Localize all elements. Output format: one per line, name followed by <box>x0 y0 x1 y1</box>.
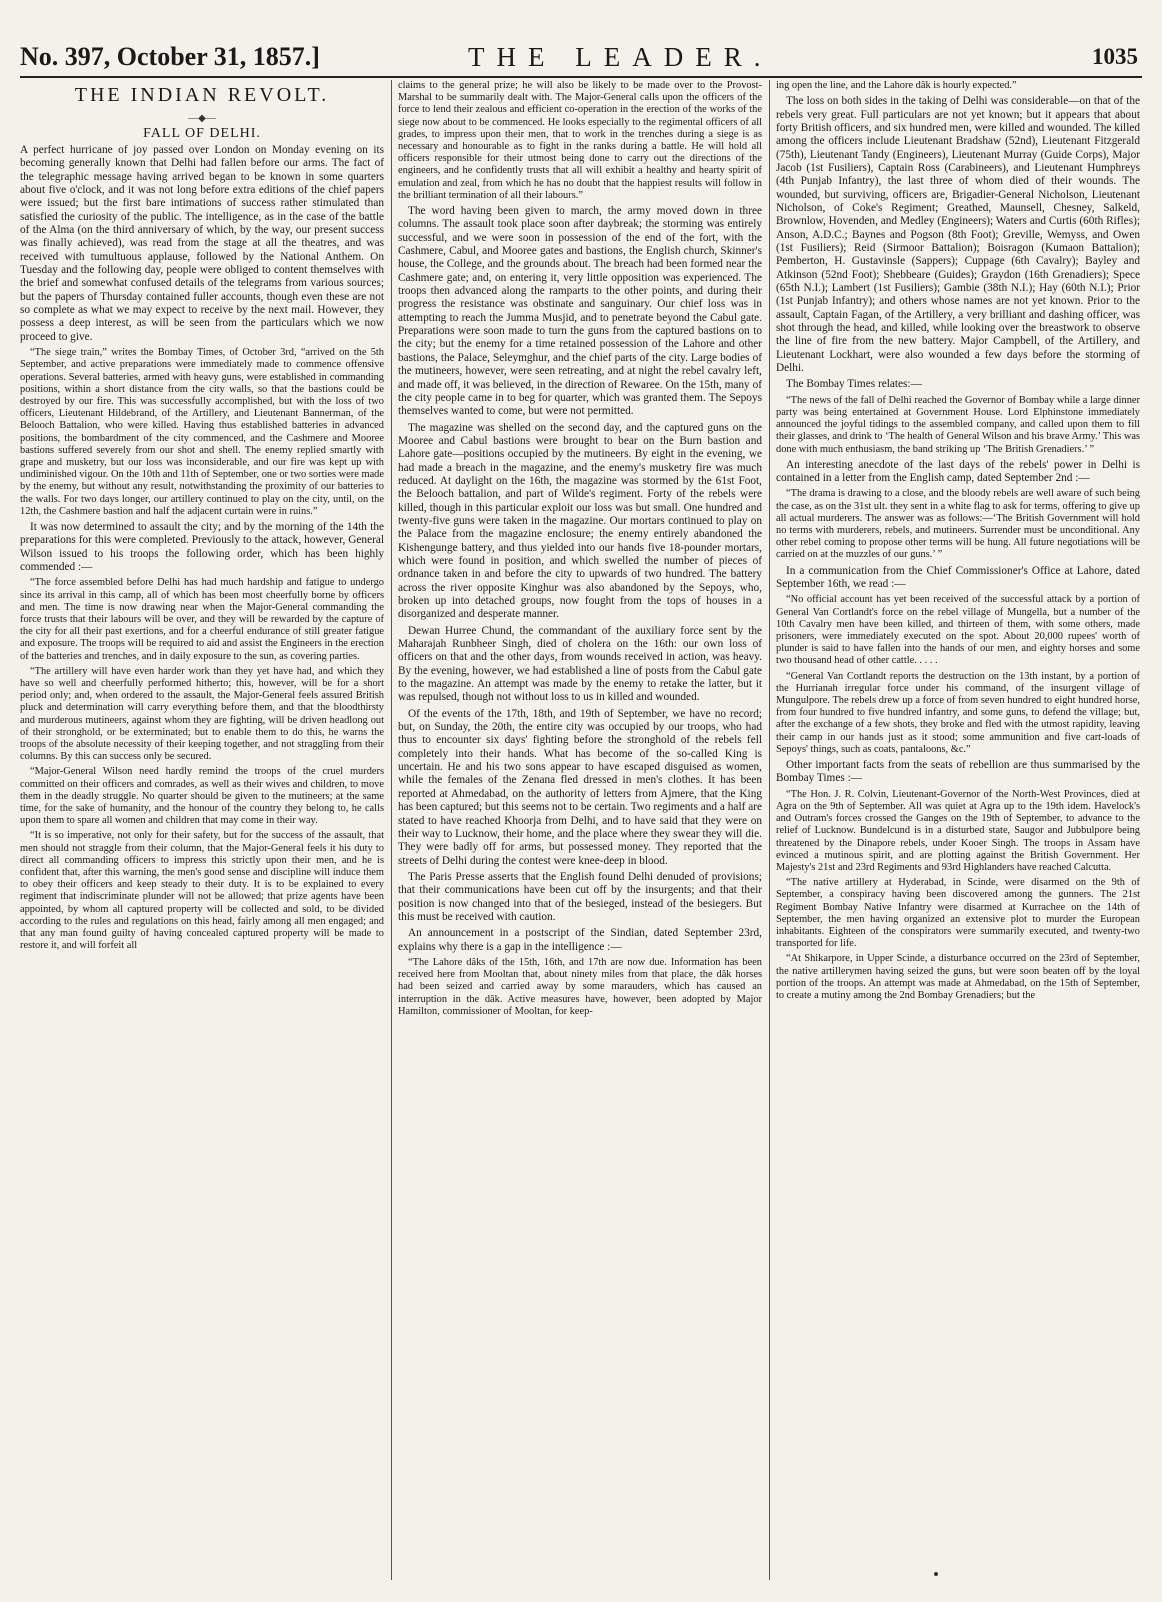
paragraph: The magazine was shelled on the second day, and the captured guns on the Mooree and Cabul bastions were brought to bear on the Burn bastion and Lahore gate—positions occupied by the mutineers. By eight in the evening, we had made a breach in the magazine, and the enemy's musketry fire was much reduced. At daylight on the 16th, the magazine was stormed by the 61st Foot, the Belooch battalion, and part of Wilde's regiment. Forty of the rebels were killed, though in this particular exploit our loss was but small. One hundred and twenty-five guns were taken in the magazine. Our mortars continued to play on the Palace from the magazine enclosure; the enemy entirely abandoned the Kishengunge battery, and thus yielded into our hands five 18-pounder mortars, which were found in position, and which swelled the number of pieces of ordnance taken in and before the city to upwards of two hundred. The battery across the river opposite Kinghur was also abandoned by the Sepoys, who, broken up into detached groups, now fought from the tops of houses in a disorganized and desperate manner. <box>398 421 762 621</box>
ornament-divider: —◆— <box>188 113 216 124</box>
paragraph: Of the events of the 17th, 18th, and 19th of September, we have no record; but, on Sunday, the 20th, the entire city was occupied by our troops, who had thus to encounter six days' fighting before the stronghold of the rebels fell completely into their hands. What has become of the so-called King is uncertain. He and his two sons appear to have escaped disguised as women, while the females of the Zenana fled dressed in men's clothes. It has been reported at Ahmedabad, on the authority of letters from Ajmere, that the King has been captured; but this seems not to be certain. Two regiments and a half are stated to have reached Khoorja from Delhi, and to have said that they were on their way to Lucknow, their home, and the place where they swear they will die. They were badly off for arms, but possessed money. They reported that the streets of Delhi during the contest were knee-deep in blood. <box>398 707 762 867</box>
paragraph: “The Lahore dâks of the 15th, 16th, and 17th are now due. Information has been received here from Mooltan that, about ninety miles from that place, the dâk horses had been seized and carried away by some marauders, which has caused an interruption in the dâk. Active measures have, however, been adopted by Major Hamilton, commissioner of Mooltan, for keep- <box>398 956 762 1017</box>
header-rule <box>20 76 1142 78</box>
paragraph: Dewan Hurree Chund, the commandant of the auxiliary force sent by the Maharajah Runbheer Singh, died of cholera on the 16th: our own loss of officers on that and the other days, from wounds received in action, was heavy. By the evening, however, we had established a line of posts from the Cabul gate to the magazine. An attempt was made by the enemy to retake the latter, but it was repulsed, though not without loss to us in killed and wounded. <box>398 624 762 704</box>
paragraph: A perfect hurricane of joy passed over London on Monday evening on its becoming generally known that Delhi had fallen before our arms. The fact of the telegraphic message having arrived began to be known in some quarters about five o'clock, and it was not long before extra editions of the chief papers were issued; but the first bare intimations of success rather stimulated than satisfied the curiosity of the public. The intelligence, as in the case of the battle of the Alma (on the third anniversary of which, by the way, our present success was finally achieved), was read from the stage at all the theatres, and was received with tumultuous applause, followed by the National Anthem. On Tuesday and the following day, people were obliged to content themselves with the brief and somewhat confused details of the telegrams from various sources; but the papers of Thursday contained fuller accounts, though even these are not so complete as what we may expect to receive by the next mail. However, they possess a deep interest, as will be seen from the particulars which we now proceed to give. <box>20 144 384 343</box>
page-number: 1035 <box>1092 44 1138 69</box>
paragraph: claims to the general prize; he will also be likely to be made over to the Provost-Marshal to be summarily dealt with. The Major-General calls upon the officers of the force to lend their zealous and efficient co-operation in the erection of the works of the siege now about to be commenced. He looks especially to the regimental officers of all grades, to impress upon their men, that to work in the trenches during a siege is as necessary and honourable as to fight in the ranks during a battle. He will hold all officers responsible for their utmost being done to carry out the directions of the engineers, and he confidently trusts that all will exhibit a healthy and hearty spirit of emulation and zeal, from which he has no doubt that the happiest results will follow in the brilliant termination of all their labours.” <box>398 80 762 201</box>
masthead <box>20 42 1142 76</box>
paragraph: “The native artillery at Hyderabad, in Scinde, were disarmed on the 9th of September, a conspiracy having been discovered among the gunners. The 21st Regiment Bombay Native Infantry were disarmed at Kurrachee on the 14th of September, the men having organized an extensive plot to murder the European inhabitants. Eighteen of the conspirators were summarily executed, and twenty-two transported for life. <box>776 877 1140 950</box>
paragraph: An announcement in a postscript of the Sindian, dated September 23rd, explains why there is a gap in the intelligence :— <box>398 927 762 953</box>
paragraph: ing open the line, and the Lahore dâk is hourly expected.” <box>776 80 1017 91</box>
paragraph: “Major-General Wilson need hardly remind the troops of the cruel murders committed on their officers and comrades, as well as their wives and children, to move them in the deadly struggle. No quarter should be given to the mutineers; at the same time, for the sake of humanity, and the honour of the country they belong to, he calls upon them to spare all women and children that may come in their way. <box>20 766 384 827</box>
paragraph: “The drama is drawing to a close, and the bloody rebels are well aware of such being the case, as on the 31st ult. they sent in a white flag to ask for terms, offering to give up all actual murderers. The answer was as follows:—‘The British Government will hold no terms with murderers, rebels, and mutineers. Surrender must be unconditional. Any other rebel coming to propose other terms will be hung. All future negotiations will be carried on at the muzzles of our guns.’ ” <box>776 488 1140 561</box>
paragraph: An interesting anecdote of the last days of the rebels' power in Delhi is contained in a letter from the English camp, dated September 2nd :— <box>776 458 1140 485</box>
paragraph: The Bombay Times relates:— <box>786 378 922 391</box>
ink-dot <box>934 1572 938 1576</box>
paragraph: “It is so imperative, not only for their safety, but for the success of the assault, that men should not straggle from their column, that the Major-General feels it his duty to direct all commanding officers to impress this strictly upon their men, and he is confident that, after this warning, the men's good sense and discipline will induce them to obey their officers and keep steady to their duty. It is to be explained to every regiment that indiscriminate plunder will not be allowed; that prize agents have been appointed, by whom all captured property will be collected and sold, to be divided according to the rules and regulations on this head, fairly among all men engaged; and that any man found guilty of having concealed captured property will be made to restore it, and will forfeit all <box>20 830 384 952</box>
paper-name: THE LEADER. <box>468 42 773 72</box>
paragraph: The Paris Presse asserts that the English found Delhi denuded of provisions; that their communications have been cut off by the insurgents; and that their position is now changed into that of the besieged, instead of the besiegers. But this must be received with caution. <box>398 870 762 923</box>
column-3 <box>776 80 1140 1580</box>
paragraph: In a communication from the Chief Commissioner's Office at Lahore, dated September 16th, we read :— <box>776 564 1140 591</box>
paragraph: “General Van Cortlandt reports the destruction on the 13th instant, by a portion of the Hurrianah irregular force under his command, of the insurgent village of Mungulpore. The rebels drew up a force of from seven hundred to eight hundred horse, from four hundred to five hundred infantry, and some guns, to defend the village; but, after the exchange of a few shots, they broke and fled with the utmost rapidity, leaving their camp in our hands just as it stood; some ammunition and five cart-loads of Sepoys' things, such as coats, pantaloons, &c.” <box>776 670 1140 755</box>
paragraph: “The Hon. J. R. Colvin, Lieutenant-Governor of the North-West Provinces, died at Agra on the 9th of September. All was quiet at Agra up to the 19th idem. Havelock's and Outram's forces crossed the Ganges on the 19th of September, to advance to the relief of Lucknow. Bundelcund is in a disturbed state, Saugor and Jubbulpore being threatened by the Dinapore rebels, under Kooer Singh. The troops in Assam have evinced a mutinous spirit, and are plotting against the British Government. Her Majesty's 21st and 23rd Regiments and 93rd Highlanders have reached Calcutta. <box>776 788 1140 873</box>
paragraph: “No official account has yet been received of the successful attack by a portion of General Van Cortlandt's force on the rebel village of Mungella, but a number of the 10th Cavalry men have been killed, and thirteen of them, with some others, made prisoners, were immediately executed on the spot. About 20,000 rupees' worth of plunder is said to have fallen into the hands of our men, and eighty horses and some two thousand head of other cattle. . . . . <box>776 594 1140 667</box>
issue-date: No. 397, October 31, 1857.] <box>20 42 320 71</box>
paragraph: “The news of the fall of Delhi reached the Governor of Bombay while a large dinner party was being entertained at Government House. Lord Elphinstone immediately announced the joyful tidings to the assembled company, and called upon them to fill their glasses, and drink to ‘The health of General Wilson and his brave Army.’ This was done with much enthusiasm, the band striking up ‘The British Grenadiers.’ ” <box>776 394 1140 455</box>
paragraph: “At Shikarpore, in Upper Scinde, a disturbance occurred on the 23rd of September, the native artillerymen having seized the guns, but were soon beaten off by the loyal portion of the troops. An attempt was made at Ahmedabad, on the 15th of September, to create a mutiny among the 2nd Bombay Grenadiers; but the <box>776 953 1140 1001</box>
column-divider <box>391 80 392 1580</box>
paragraph: The word having been given to march, the army moved down in three columns. The assault took place soon after daybreak; the storming was entirely successful, and we were soon in possession of the end of the fort, with the Cashmere, Cabul, and Mooree gates and bastions, the English church, Skinner's house, the College, and the grounds about. The breach had been formed near the Cashmere gate; and, on entering it, very little opposition was experienced. The troops then advanced along the ramparts to the other points, and during their progress the resistance was obstinate and sanguinary. Our chief loss was in attempting to reach the Jumma Musjid, and to penetrate beyond the Cabul gate. Preparations were soon made to turn the guns from the captured bastions on to the city; but the enemy for a time retained possession of the Lahore and other bastions, the Palace, Seleymghur, and the chief parts of the city. Large bodies of the mutineers, however, were seen retreating, and at night the rebel cavalry left, and made off, it was believed, in the direction of Rewaree. On the 15th, many of the city people came in to beg for quarter, which was granted them. The Sepoys themselves wanted to come, but were not permitted. <box>398 205 762 418</box>
column-2 <box>398 80 762 1580</box>
paragraph: “The force assembled before Delhi has had much hardship and fatigue to undergo since its arrival in this camp, all of which has been most cheerfully borne by officers and men. The time is now drawing near when the Major-General commanding the force trusts that their labours will be over, and they will be rewarded by the capture of the city for all their past exertions, and for a cheerful endurance of still greater fatigue and exposure. The troops will be required to aid and assist the Engineers in the erection of the batteries and trenches, and in daily exposure to the sun, as covering parties. <box>20 577 384 662</box>
paragraph: Other important facts from the seats of rebellion are thus summarised by the Bombay Times :— <box>776 759 1140 785</box>
article-subtitle: FALL OF DELHI. <box>143 126 261 141</box>
paragraph: The loss on both sides in the taking of Delhi was considerable—on that of the rebels very great. Full particulars are not yet known; but it appears that about forty British officers, and six hundred men, were killed and wounded. The killed among the officers include Lieutenant Bradshaw (52nd), Lieutenant Fitzgerald (75th), Lieutenant Tandy (Engineers), Lieutenant Murray (Guide Corps), Major Jacob (1st Fusiliers), Captain Ross (Carabineers), and Lieutenant Humphreys (4th Punjab Infantry), the last three of whom died of their wounds. The wounded, but surviving, officers are, Brigadier-General Nicholson, Lieutenant Nicholson, of Coke's Regiment; Greathed, Maunsell, Chesney, Salkeld, Brownlow, Hovenden, and Medley (Engineers); Waters and Curtis (60th Rifles); Anson, A.D.C.; Baynes and Pogson (8th Foot); Greville, Wemyss, and Owen (1st Fusiliers); Reid (Sirmoor Battalion); Boisragon (Kumaon Battalion); Pemberton, H. Gustavinsle (Sappers); Cuppage (6th Cavalry); Bayley and Atkinson (52nd Foot); Shebbeare (Guides); Graydon (16th Grenadiers); Spece (65th N.I.); Lambert (1st Fusiliers); Gambie (38th N.I.); Hay (60th N.I.); Prior (1st Punjab Infantry); and others whose names are not yet known. Prior to the assault, Captain Fagan, of the Artillery, a very brilliant and dashing officer, was shot through the head, and killed, while looking over the breastwork to observe the line of fire from the new battery. Major Campbell, of the Artillery, and Lieutenant Lockhart, were also wounded a few days before the storming of Delhi. <box>776 95 1140 375</box>
column-divider <box>769 80 770 1580</box>
article-title: THE INDIAN REVOLT. <box>74 84 330 106</box>
paragraph: “The artillery will have even harder work than they yet have had, and which they have so well and cheerfully performed hitherto; this, however, will be for a short period only; and, when ordered to the assault, the Major-General feels assured British pluck and determination will carry everything before them, and that the bloodthirsty and murderous mutineers, against whom they are fighting, will be driven headlong out of their stronghold, or be exterminated; but to enable them to do this, he warns the troops of the absolute necessity of their keeping together, and not straggling from their columns. By this can success only be secured. <box>20 665 384 763</box>
column-1 <box>20 80 384 1580</box>
paragraph: It was now determined to assault the city; and by the morning of the 14th the preparations for this were completed. Previously to the attack, however, General Wilson issued to his troops the following order, which has been highly commended :— <box>20 521 384 574</box>
paragraph: “The siege train,” writes the Bombay Times, of October 3rd, “arrived on the 5th September, and active preparations were immediately made to commence offensive operations. Several batteries, armed with heavy guns, were established in commanding positions, within a short distance from the city walls, so that the bastions could be destroyed by our fire. This was successfully accomplished, but with the loss of two officers, Lieutenant Hildebrand, of the Artillery, and Lieutenant Bannerman, of the Belooch Battalion, who were killed. Having thus established batteries in advanced positions, the bombardment of the city commenced, and the Cashmere and Mooree bastions suffered severely from our shot and shell. The enemy replied smartly with grape and musketry, but our loss was inconsiderable, and our fire was kept up with undiminished vigour. On the 10th and 11th of September, one or two sorties were made by the enemy, but without any result, notwithstanding the proximity of our batteries to the walls. For two days longer, our artillery continued to play on the city, until, on the 12th, the Cashmere bastion and half the adjacent curtain were in ruins.” <box>20 347 384 517</box>
